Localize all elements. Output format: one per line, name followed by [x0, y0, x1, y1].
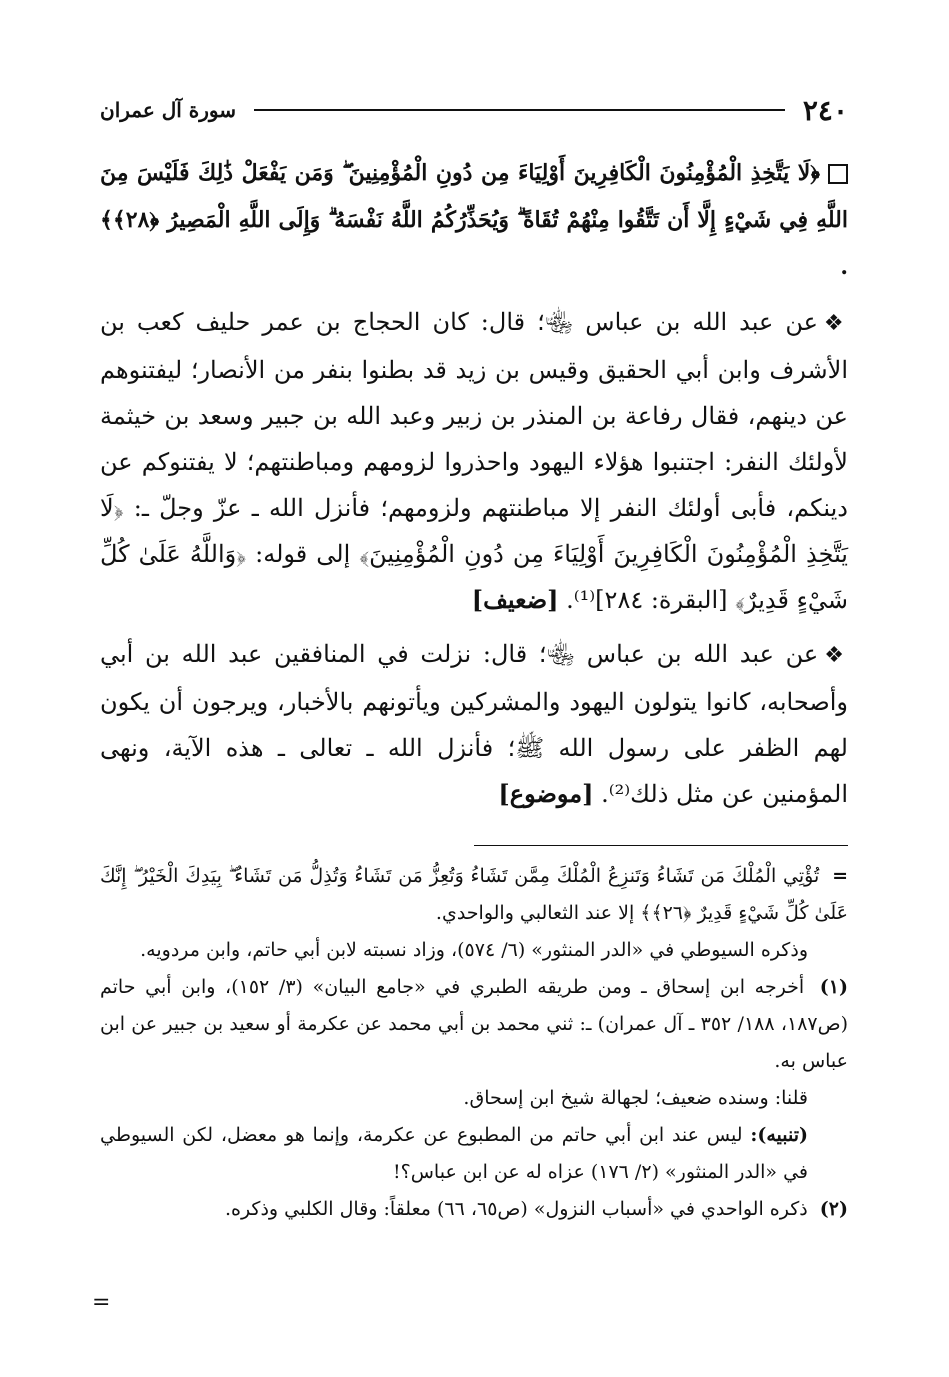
tanbih-text: ليس عند ابن أبي حاتم من المطبوع عن عكرمة، وإنما هو معضل، لكن السيوطي في «الدر المنثور» (٢/ ١٧٦) عزاه له عن ابن عباس؟!: [100, 1124, 808, 1183]
continuation-mark: =: [832, 865, 848, 887]
footnote-text: ذكره الواحدي في «أسباب النزول» (ص٦٥، ٦٦) معلقاً: وقال الكلبي وذكره.: [224, 1198, 808, 1220]
narration-1: [100, 299, 848, 623]
hadith-grade: [موضوع]: [498, 779, 594, 808]
hadith-grade: [ضعيف]: [471, 585, 559, 614]
footnote-1-tanbih: [100, 1117, 848, 1191]
main-text: [100, 150, 848, 825]
square-bullet-icon: [828, 164, 848, 184]
verse-text: ﴿لَا يَتَّخِذِ الْمُؤْمِنُونَ الْكَافِرِينَ أَوْلِيَاءَ مِن دُونِ الْمُؤْمِنِينَ ۖ وَمَن يَفْعَلْ ذَٰلِكَ فَلَيْسَ مِنَ اللَّهِ فِي شَيْءٍ إِلَّا أَن تَتَّقُوا مِنْهُمْ تُقَاةً ۗ وَيُحَذِّرُكُمُ اللَّهُ نَفْسَهُ ۗ وَإِلَى اللَّهِ الْمَصِيرُ ﴿٢٨﴾﴾ .: [100, 160, 848, 280]
footnote-text: أخرجه ابن إسحاق ـ ومن طريقه الطبري في «جامع البيان» (٣/ ١٥٢)، وابن أبي حاتم (ص١٨٧، ١٨٨/ ٣٥٢ ـ آل عمران) ـ: ثني محمد بن أبي محمد عن عكرمة أو سعيد بن جبير عن ابن عباس به.: [100, 976, 848, 1072]
narration-2: [100, 631, 848, 817]
narration-text: عن عبد الله بن عباس ﵄؛ قال: كان الحجاج بن عمر حليف كعب بن الأشرف وابن أبي الحقيق وقيس بن زيد قد بطنوا بنفر من الأنصار؛ ليفتنوهم عن دينهم، فقال رفاعة بن المنذر بن زبير وعبد الله بن جبير وسعد بن خيثمة لأولئك النفر: اجتنبوا هؤلاء اليهود واحذروا لزومهم ومباطنتهم؛ لا يفتنوكم عن دينكم، فأبى أولئك النفر إلا مباطنتهم ولزومهم؛ فأنزل الله ـ عزّ وجلّ ـ: ﴿لَا يَتَّخِذِ الْمُؤْمِنُونَ الْكَافِرِينَ أَوْلِيَاءَ مِن دُونِ الْمُؤْمِنِينَ﴾ إلى قوله: ﴿وَاللَّهُ عَلَىٰ كُلِّ شَيْءٍ قَدِيرٌ﴾ [البقرة: ٢٨٤]⁽¹⁾.: [100, 308, 848, 614]
footnote-number: (١): [819, 976, 848, 998]
footnote-number: (٢): [819, 1198, 848, 1220]
page-end-mark: =: [92, 1290, 111, 1315]
page-number: ٢٤٠: [802, 93, 848, 127]
footnote-1: [100, 969, 848, 1080]
diamond-bullet-icon: ❖: [823, 311, 849, 336]
tanbih-label: (تنبيه):: [750, 1124, 808, 1146]
footnote-separator: [100, 845, 848, 846]
footnote-continued-text: تُؤْتِي الْمُلْكَ مَن تَشَاءُ وَتَنزِعُ الْمُلْكَ مِمَّن تَشَاءُ وَتُعِزُّ مَن تَشَاءُ وَتُذِلُّ مَن تَشَاءُ ۖ بِيَدِكَ الْخَيْرُ ۖ إِنَّكَ عَلَىٰ كُلِّ شَيْءٍ قَدِيرٌ ﴿٢٦﴾﴾ إلا عند الثعالبي والواحدي.: [100, 865, 848, 924]
narration-text: عن عبد الله بن عباس ﵄؛ قال: نزلت في المنافقين عبد الله بن أبي وأصحابه، كانوا يتولون اليهود والمشركين ويأتونهم بالأخبار، ويرجون أن يكون لهم الظفر على رسول الله ﷺ؛ فأنزل الله ـ تعالى ـ هذه الآية، ونهى المؤمنين عن مثل ذلك⁽²⁾.: [100, 640, 848, 808]
diamond-bullet-icon: ❖: [824, 643, 848, 668]
footnote-continued-2: وذكره السيوطي في «الدر المنثور» (٦/ ٥٧٤)، وزاد نسبته لابن أبي حاتم، وابن مردويه.: [140, 939, 808, 961]
footnote-2: [100, 1191, 848, 1228]
footnote-continued: [100, 858, 848, 932]
footnote-1-comment: قلنا: وسنده ضعيف؛ لجهالة شيخ ابن إسحاق.: [463, 1087, 808, 1109]
surah-title: سورة آل عمران: [100, 98, 237, 122]
header-rule: [254, 109, 785, 111]
footnotes: [100, 858, 848, 1228]
quran-verse: [100, 150, 848, 291]
page-header: [100, 90, 848, 130]
